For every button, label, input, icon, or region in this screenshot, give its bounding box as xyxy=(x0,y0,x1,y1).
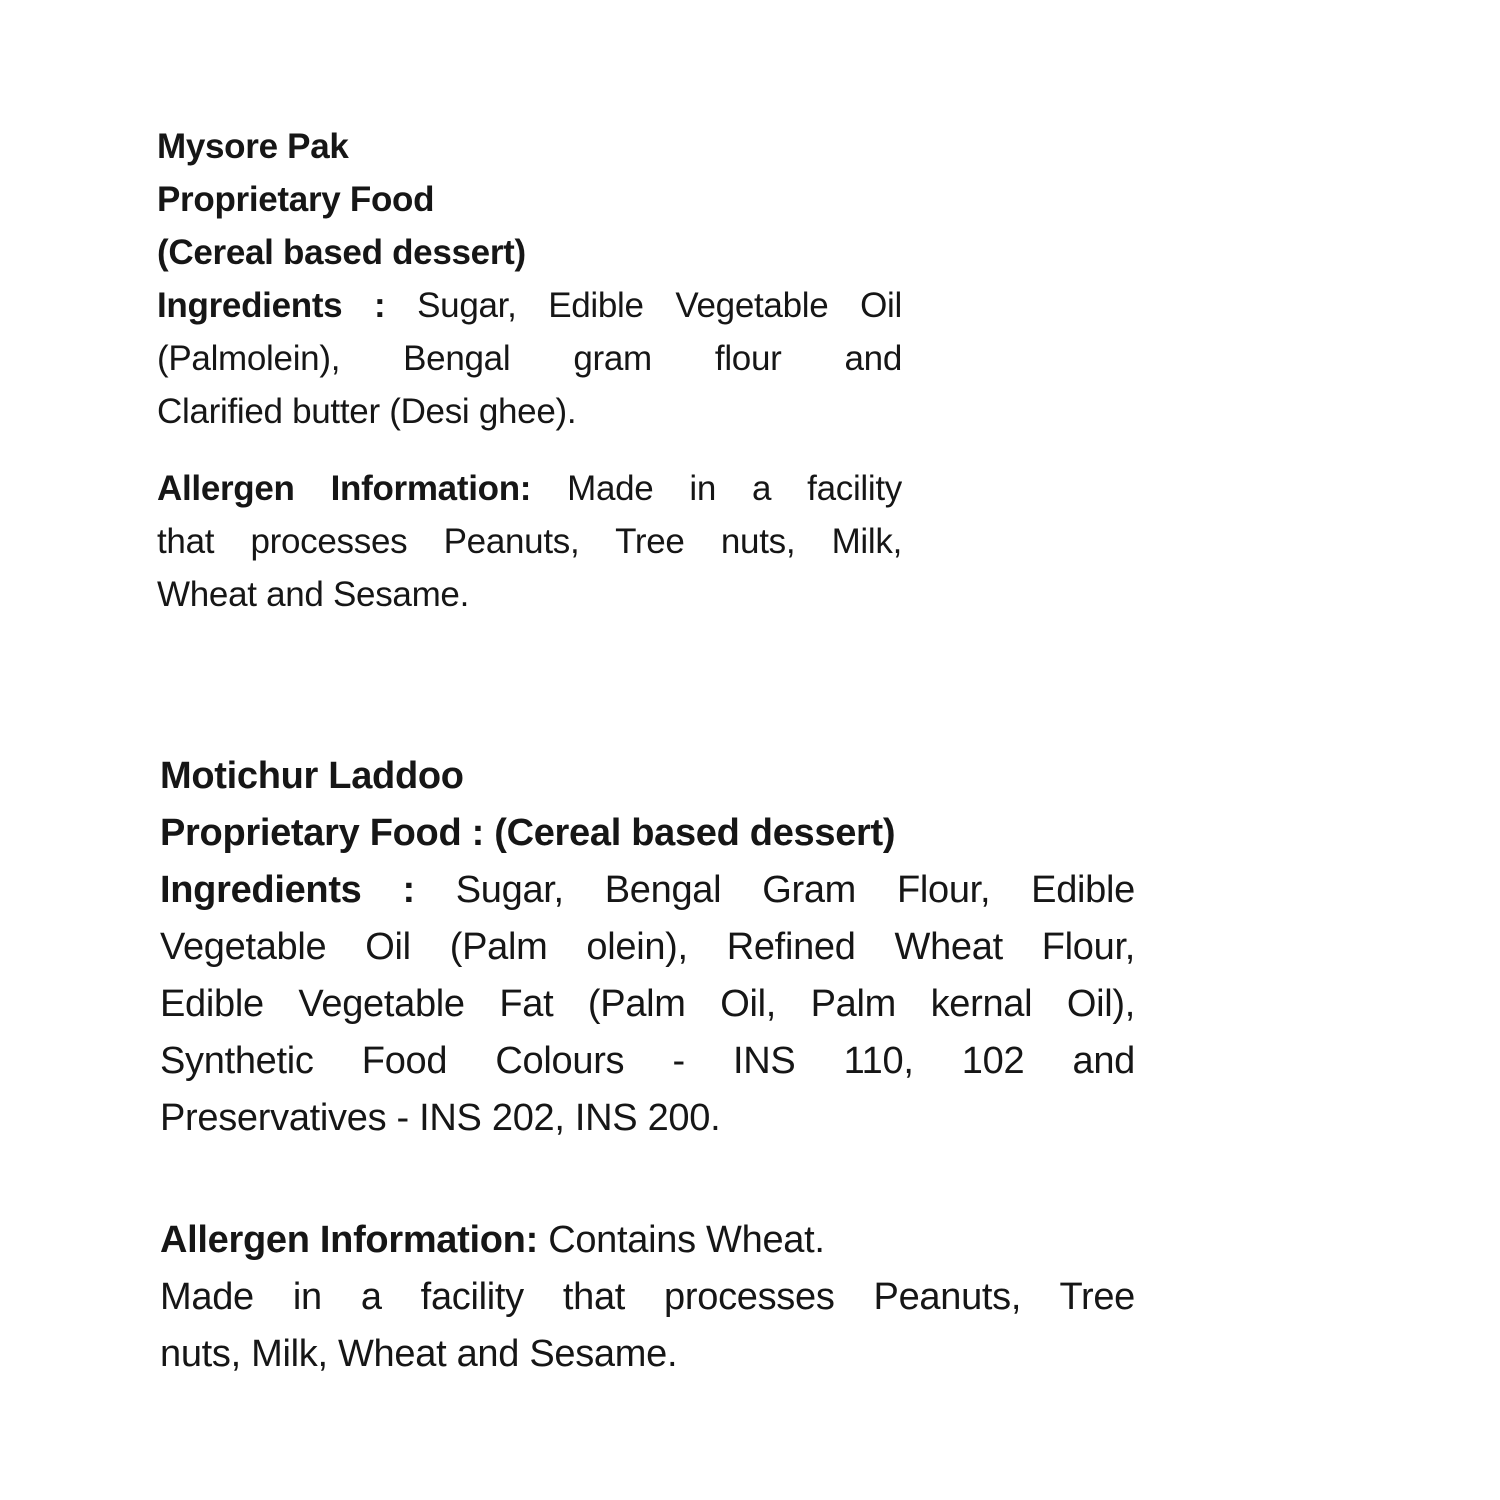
mysore-pak-ingredients-paragraph xyxy=(157,279,902,438)
allergen-line: Wheat and Sesame. xyxy=(157,575,470,614)
motichur-laddoo-title: Motichur Laddoo xyxy=(160,755,464,797)
allergen-line: that processes Peanuts, Tree nuts, Milk, xyxy=(157,522,902,561)
ingredients-line: (Palmolein), Bengal gram flour and xyxy=(157,339,902,378)
ingredients-line: Edible Vegetable Fat (Palm Oil, Palm kernal Oil), xyxy=(160,983,1135,1025)
mysore-pak-type-line-2: (Cereal based dessert) xyxy=(157,233,526,272)
ingredients-line xyxy=(157,279,902,332)
ingredients-line: Synthetic Food Colours - INS 110, 102 and xyxy=(160,1040,1135,1082)
allergen-label: Allergen Information: xyxy=(157,469,568,508)
ingredients-text: Sugar, Edible Vegetable Oil xyxy=(417,286,902,325)
mysore-pak-section xyxy=(157,120,902,621)
allergen-line xyxy=(157,462,902,515)
mysore-pak-allergen-paragraph xyxy=(157,462,902,621)
allergen-line: nuts, Milk, Wheat and Sesame. xyxy=(160,1333,678,1375)
motichur-laddoo-allergen-paragraph xyxy=(160,1212,1135,1383)
allergen-label: Allergen Information: xyxy=(160,1219,549,1261)
allergen-line xyxy=(160,1212,1135,1269)
ingredients-line: Preservatives - INS 202, INS 200. xyxy=(160,1097,721,1139)
ingredients-line xyxy=(160,862,1135,919)
motichur-laddoo-section xyxy=(160,748,1135,1383)
ingredients-label: Ingredients : xyxy=(157,286,418,325)
mysore-pak-type-line-1: Proprietary Food xyxy=(157,180,435,219)
allergen-text: Made in a facility xyxy=(567,469,902,508)
ingredients-label: Ingredients : xyxy=(160,869,456,911)
allergen-line: Made in a facility that processes Peanuts, Tree xyxy=(160,1276,1135,1318)
allergen-text: Contains Wheat. xyxy=(548,1219,825,1261)
ingredients-line: Clarified butter (Desi ghee). xyxy=(157,392,577,431)
ingredients-line: Vegetable Oil (Palm olein), Refined Wheat Flour, xyxy=(160,926,1135,968)
motichur-laddoo-type-line: Proprietary Food : (Cereal based dessert) xyxy=(160,812,896,854)
motichur-laddoo-ingredients-paragraph xyxy=(160,862,1135,1147)
mysore-pak-title: Mysore Pak xyxy=(157,127,349,166)
ingredients-text: Sugar, Bengal Gram Flour, Edible xyxy=(455,869,1135,911)
